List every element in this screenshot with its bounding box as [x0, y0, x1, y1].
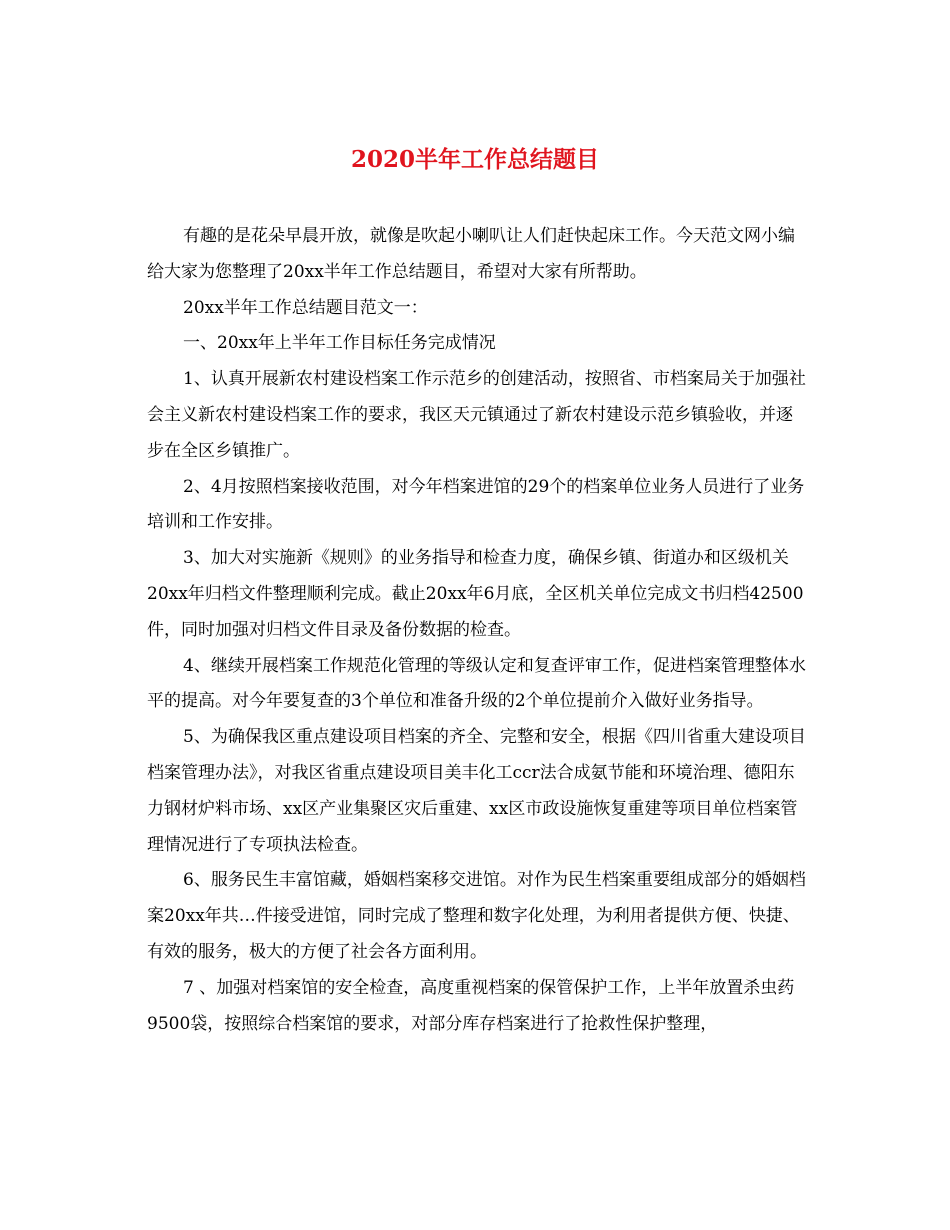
paragraph-item-4: 4、继续开展档案工作规范化管理的等级认定和复查评审工作，促进档案管理整体水平的提高。对今年要复查的3个单位和准备升级的2个单位提前介入做好业务指导。: [147, 655, 806, 712]
paragraph-item-3: 3、加大对实施新《规则》的业务指导和检查力度，确保乡镇、街道办和区级机关20xx年归档文件整理顺利完成。截止20xx年6月底，全区机关单位完成文书归档42500件，同时加强对归档文件目录及备份数据的检查。: [147, 548, 804, 640]
paragraph-item-7: 7 、加强对档案馆的安全检查，高度重视档案的保管保护工作，上半年放置杀虫药9500袋，按照综合档案馆的要求，对部分库存档案进行了抢救性保护整理，: [147, 977, 795, 1034]
document-body: [147, 219, 807, 1042]
paragraph-item-2: 2、4月按照档案接收范围，对今年档案进馆的29个的档案单位业务人员进行了业务培训和工作安排。: [147, 476, 805, 533]
paragraph-item-5: 5、为确保我区重点建设项目档案的齐全、完整和安全，根据《四川省重大建设项目档案管理办法》，对我区省重点建设项目美丰化工ccr法合成氨节能和环境治理、德阳东力钢材炉料市场、xx区产业集聚区灾后重建、xx区市政设施恢复重建等项目单位档案管理情况进行了专项执法检查。: [147, 727, 806, 855]
paragraph-section-heading: 一、20xx年上半年工作目标任务完成情况: [183, 333, 496, 354]
paragraph-intro: 有趣的是花朵早晨开放，就像是吹起小喇叭让人们赶快起床工作。今天范文网小编给大家为您整理了20xx半年工作总结题目，希望对大家有所帮助。: [147, 226, 795, 282]
paragraph-sample-heading: 20xx半年工作总结题目范文一：: [183, 297, 428, 318]
paragraph-item-1: 1、认真开展新农村建设档案工作示范乡的创建活动，按照省、市档案局关于加强社会主义新农村建设档案工作的要求，我区天元镇通过了新农村建设示范乡镇验收，并逐步在全区乡镇推广。: [147, 369, 806, 461]
document-title: 2020半年工作总结题目: [350, 146, 599, 173]
paragraph-item-6: 6、服务民生丰富馆藏，婚姻档案移交进馆。对作为民生档案重要组成部分的婚姻档案20xx年共…件接受进馆，同时完成了整理和数字化处理，为利用者提供方便、快捷、有效的服务，极大的方便了社会各方面利用。: [147, 870, 806, 962]
